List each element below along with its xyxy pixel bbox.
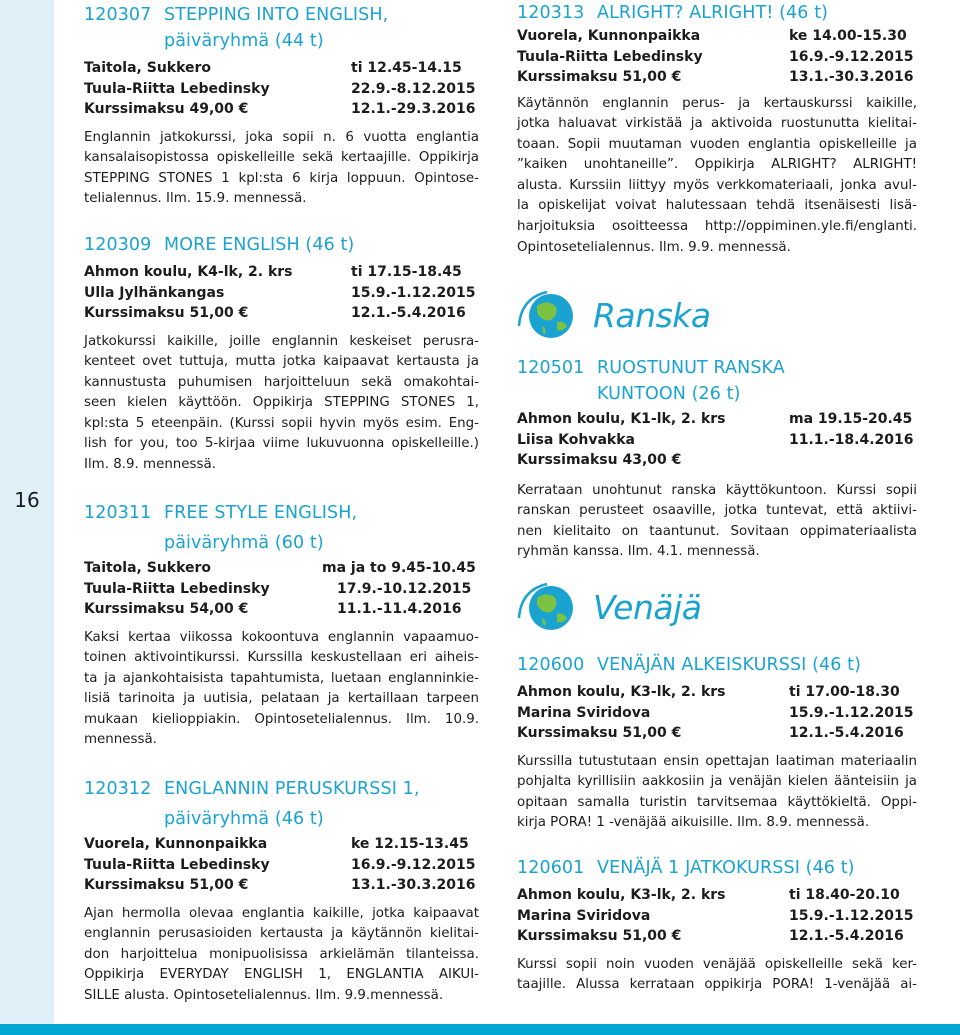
desc-line: ta ja ajankohtaisista tapahtumista, luetaan englanninkie- <box>84 670 479 686</box>
course-name: STEPPING INTO ENGLISH, <box>164 5 389 25</box>
course-info <box>517 885 917 947</box>
course-name: VENÄJÄ 1 JATKOKURSSI (46 t) <box>597 858 855 878</box>
teacher: Marina Sviridova <box>517 704 651 721</box>
location: Ahmon koulu, K1-lk, 2. krs <box>517 411 726 427</box>
info-row <box>84 558 479 579</box>
fee: Kurssimaksu 51,00 € <box>517 928 682 944</box>
course-name: RUOSTUNUT RANSKA <box>597 358 785 378</box>
course-120311 <box>84 500 479 751</box>
desc-line: seen kielen käyttöön. Oppikirja STEPPING STONES 1, <box>84 395 479 411</box>
desc-line: Opintosetelialennus. Ilm. 9.9. mennessä. <box>517 239 791 255</box>
fee: Kurssimaksu 51,00 € <box>84 877 249 893</box>
location: Vuorela, Kunnonpaikka <box>517 28 701 44</box>
course-120313 <box>517 0 917 258</box>
language-heading-ranska <box>517 286 711 344</box>
info-row <box>84 579 479 600</box>
course-120601 <box>517 855 917 996</box>
language-name: Venäjä <box>593 587 702 627</box>
info-row <box>517 26 917 47</box>
desc-line: kirja PORA! 1 -venäjää aikuisille. Ilm. 8.9. mennessä. <box>517 815 870 831</box>
course-description <box>517 481 917 563</box>
info-row <box>84 262 479 283</box>
desc-line: nen kielitaito on taantunut. Sovitaan oppimateriaalista <box>517 523 917 539</box>
desc-line: taajille. Alussa kerrataan oppikirja PORA! 1-venäjää ai- <box>517 977 917 993</box>
desc-line: Ilm. 8.9. mennessä. <box>84 457 216 473</box>
course-code: 120307 <box>84 5 152 25</box>
course-code: 120601 <box>517 858 585 878</box>
desc-line: Ajan hermolla olevaa englantia kaikille, jotka kaipaavat <box>84 905 479 921</box>
info-row <box>84 79 479 100</box>
desc-line: englannin perusasioiden kertausta ja käytännön kielitai- <box>84 926 479 942</box>
desc-line: ryhmän kanssa. Ilm. 4.1. mennessä. <box>517 544 760 560</box>
spring-dates: 12.1.-5.4.2016 <box>789 725 904 741</box>
desc-line: STEPPING STONES 1 kpl:sta 6 kirja loppuun. Opintose- <box>84 170 479 186</box>
teacher: Tuula-Riitta Lebedinsky <box>84 856 270 873</box>
desc-line: alusta. Kurssiin liittyy myös verkkomateriaali, jonka avul- <box>517 177 917 193</box>
teacher: Marina Sviridova <box>517 907 651 924</box>
teacher: Liisa Kohvakka <box>517 431 636 448</box>
info-row <box>517 703 917 724</box>
desc-line: jotka haluavat virkistää ja aktivoida ruostunutta kielitai- <box>517 116 917 132</box>
location: Ahmon koulu, K4-lk, 2. krs <box>84 264 293 280</box>
course-info <box>84 262 479 324</box>
course-120307 <box>84 2 479 210</box>
course-subtitle: päiväryhmä (44 t) <box>164 31 324 51</box>
course-title <box>517 652 917 678</box>
course-120600 <box>517 652 917 834</box>
desc-line: lisiä tarinoita ja uutisia, pelataan ja kertaillaan tarpeen <box>84 691 479 707</box>
fee: Kurssimaksu 54,00 € <box>84 601 249 617</box>
spring-dates: 11.1.-18.4.2016 <box>789 431 914 448</box>
course-description <box>84 128 479 210</box>
spring-dates: 13.1.-30.3.2016 <box>789 69 914 85</box>
course-name: FREE STYLE ENGLISH, <box>164 503 358 523</box>
course-title <box>84 776 479 802</box>
desc-line: kannustusta puhumisen harjoitteluun sekä omakohtai- <box>84 374 479 390</box>
info-row <box>517 430 917 451</box>
desc-line: Kaksi kertaa viikossa kokoontuva englannin vapaamuo- <box>84 629 479 645</box>
course-description <box>517 752 917 834</box>
info-row <box>517 885 917 906</box>
globe-icon <box>517 286 585 344</box>
desc-line: Englannin jatkokurssi, joka sopii n. 6 vuotta englantia <box>84 129 479 145</box>
info-row <box>517 47 917 68</box>
info-row <box>517 723 917 744</box>
course-code: 120311 <box>84 503 152 523</box>
time: ti 17.00-18.30 <box>789 684 900 700</box>
course-info <box>517 26 917 88</box>
desc-line: kpl:sta 5 eteenpäin. (Kurssi sopii hyvin myös esim. Eng- <box>84 415 479 431</box>
info-row <box>84 834 479 855</box>
fee: Kurssimaksu 51,00 € <box>517 725 682 741</box>
course-title <box>84 500 479 526</box>
desc-line: Kurssi sopii noin vuoden venäjää opiskelleille sekä ker- <box>517 956 917 972</box>
course-info <box>517 409 917 471</box>
desc-line: Käytännön englannin perus- ja kertauskurssi kaikille, <box>517 95 917 111</box>
desc-line: Oppikirja EVERYDAY ENGLISH 1, ENGLANTIA AIKUI- <box>84 967 479 983</box>
info-row <box>84 58 479 79</box>
teacher: Ulla Jylhänkangas <box>84 284 225 301</box>
autumn-dates: 15.9.-1.12.2015 <box>789 907 914 924</box>
fee: Kurssimaksu 51,00 € <box>84 305 249 321</box>
autumn-dates: 22.9.-8.12.2015 <box>351 80 476 97</box>
globe-icon <box>517 578 585 636</box>
autumn-dates: 15.9.-1.12.2015 <box>351 284 476 301</box>
desc-line: toinen aktivointikurssi. Kurssilla keskustellaan eri aiheis- <box>84 650 479 666</box>
location: Ahmon koulu, K3-lk, 2. krs <box>517 887 726 903</box>
spring-dates: 12.1.-5.4.2016 <box>789 928 904 944</box>
course-title <box>84 2 479 28</box>
teacher: Tuula-Riitta Lebedinsky <box>84 80 270 97</box>
course-name: MORE ENGLISH (46 t) <box>164 235 355 255</box>
autumn-dates: 16.9.-9.12.2015 <box>351 856 476 873</box>
course-code: 120312 <box>84 779 152 799</box>
desc-line: Jatkokurssi kaikille, joille englannin keskeiset perusra- <box>84 333 479 349</box>
desc-line: Kerrataan unohtunut ranska käyttökuntoon. Kurssi sopii <box>517 482 917 498</box>
bottom-bar <box>0 1024 960 1035</box>
desc-line: ranskan perusteet osaaville, jotka tuntevat, että aktiivi- <box>517 503 917 519</box>
location: Taitola, Sukkero <box>84 560 212 576</box>
info-row <box>84 875 479 896</box>
course-code: 120313 <box>517 3 585 23</box>
autumn-dates: 17.9.-10.12.2015 <box>337 580 472 597</box>
location: Taitola, Sukkero <box>84 60 212 76</box>
language-heading-venaja <box>517 578 701 636</box>
desc-line: mennessä. <box>84 732 157 748</box>
info-row <box>517 926 917 947</box>
info-row <box>84 599 479 620</box>
location: Vuorela, Kunnonpaikka <box>84 836 268 852</box>
course-description <box>517 955 917 996</box>
time: ke 14.00-15.30 <box>789 28 907 44</box>
course-code: 120501 <box>517 358 585 378</box>
info-row <box>517 67 917 88</box>
time: ti 17.15-18.45 <box>351 264 462 280</box>
language-name: Ranska <box>593 295 711 335</box>
desc-line: pohjalta kyrillisiin aakkosiin ja venäjän kielen äänteisiin ja <box>517 774 917 790</box>
location: Ahmon koulu, K3-lk, 2. krs <box>517 684 726 700</box>
course-code: 120309 <box>84 235 152 255</box>
desc-line: ”kaiken unohtaneille”. Oppikirja ALRIGHT? ALRIGHT! <box>517 157 917 173</box>
course-info <box>84 834 479 896</box>
time: ti 18.40-20.10 <box>789 887 900 903</box>
course-description <box>84 628 479 752</box>
course-name: VENÄJÄN ALKEISKURSSI (46 t) <box>597 655 862 675</box>
info-row <box>517 409 917 430</box>
desc-line: don harjoittelua monipuolisissa arkielämän tilanteissa. <box>84 946 479 962</box>
desc-line: kenteet ovet tuttuja, mutta jotka kaipaavat kertausta ja <box>84 354 479 370</box>
time: ke 12.15-13.45 <box>351 836 469 852</box>
empty-value <box>789 450 917 471</box>
course-name: ALRIGHT? ALRIGHT! (46 t) <box>597 3 829 23</box>
desc-line: toaan. Sopii muutaman vuoden englantia opiskelleille ja <box>517 136 917 152</box>
desc-line: lish for you, too 5-kirjaa viime lukuvuonna opiskelleille.) <box>84 436 479 452</box>
autumn-dates: 16.9.-9.12.2015 <box>789 48 914 65</box>
course-title <box>517 855 917 881</box>
course-subtitle: päiväryhmä (60 t) <box>164 533 324 553</box>
desc-line: opitaan samalla turistin tarvitsemaa käyttökieltä. Oppi- <box>517 794 917 810</box>
course-subtitle: päiväryhmä (46 t) <box>164 809 324 829</box>
course-info <box>84 58 479 120</box>
teacher: Tuula-Riitta Lebedinsky <box>517 48 703 65</box>
course-subtitle: KUNTOON (26 t) <box>597 384 741 404</box>
fee: Kurssimaksu 51,00 € <box>517 69 682 85</box>
course-title <box>84 232 479 258</box>
side-strip <box>0 0 54 1035</box>
spring-dates: 13.1.-30.3.2016 <box>351 877 476 893</box>
course-120309 <box>84 232 479 476</box>
info-row <box>517 906 917 927</box>
teacher: Tuula-Riitta Lebedinsky <box>84 580 270 597</box>
info-row <box>84 283 479 304</box>
desc-line: kansalaisopistossa opiskelleille sekä kertaajille. Oppikirja <box>84 150 479 166</box>
course-name: ENGLANNIN PERUSKURSSI 1, <box>164 779 420 799</box>
course-title <box>517 0 917 26</box>
course-120312 <box>84 776 479 1006</box>
desc-line: SILLE alusta. Opintosetelialennus. Ilm. 9.9.mennessä. <box>84 987 444 1003</box>
info-row <box>517 450 917 471</box>
course-description <box>84 332 479 476</box>
time: ma 19.15-20.45 <box>789 411 913 427</box>
spring-dates: 11.1.-11.4.2016 <box>337 601 462 617</box>
info-row <box>517 682 917 703</box>
course-info <box>517 682 917 744</box>
course-title <box>517 355 917 381</box>
page-number: 16 <box>14 488 40 512</box>
info-row <box>84 855 479 876</box>
fee: Kurssimaksu 49,00 € <box>84 101 249 117</box>
desc-line: mukaan kielioppiakin. Opintosetelialennus. Ilm. 10.9. <box>84 711 479 727</box>
course-code: 120600 <box>517 655 585 675</box>
course-description <box>84 904 479 1007</box>
fee: Kurssimaksu 43,00 € <box>517 452 682 468</box>
course-info <box>84 558 479 620</box>
info-row <box>84 99 479 120</box>
course-120501 <box>517 355 917 563</box>
desc-line: harjoituksia osoitteessa http://oppiminen.yle.fi/englanti. <box>517 219 917 235</box>
course-description <box>517 94 917 259</box>
time: ma ja to 9.45-10.45 <box>322 560 476 576</box>
desc-line: telialennus. Ilm. 15.9. mennessä. <box>84 191 307 207</box>
autumn-dates: 15.9.-1.12.2015 <box>789 704 914 721</box>
desc-line: la opiskelijat voivat halutessaan tehdä itsenäisesti lisä- <box>517 198 917 214</box>
info-row <box>84 303 479 324</box>
spring-dates: 12.1.-5.4.2016 <box>351 305 466 321</box>
desc-line: Kurssilla tutustutaan ensin opettajan laatiman materiaalin <box>517 753 917 769</box>
spring-dates: 12.1.-29.3.2016 <box>351 101 476 117</box>
time: ti 12.45-14.15 <box>351 60 462 76</box>
